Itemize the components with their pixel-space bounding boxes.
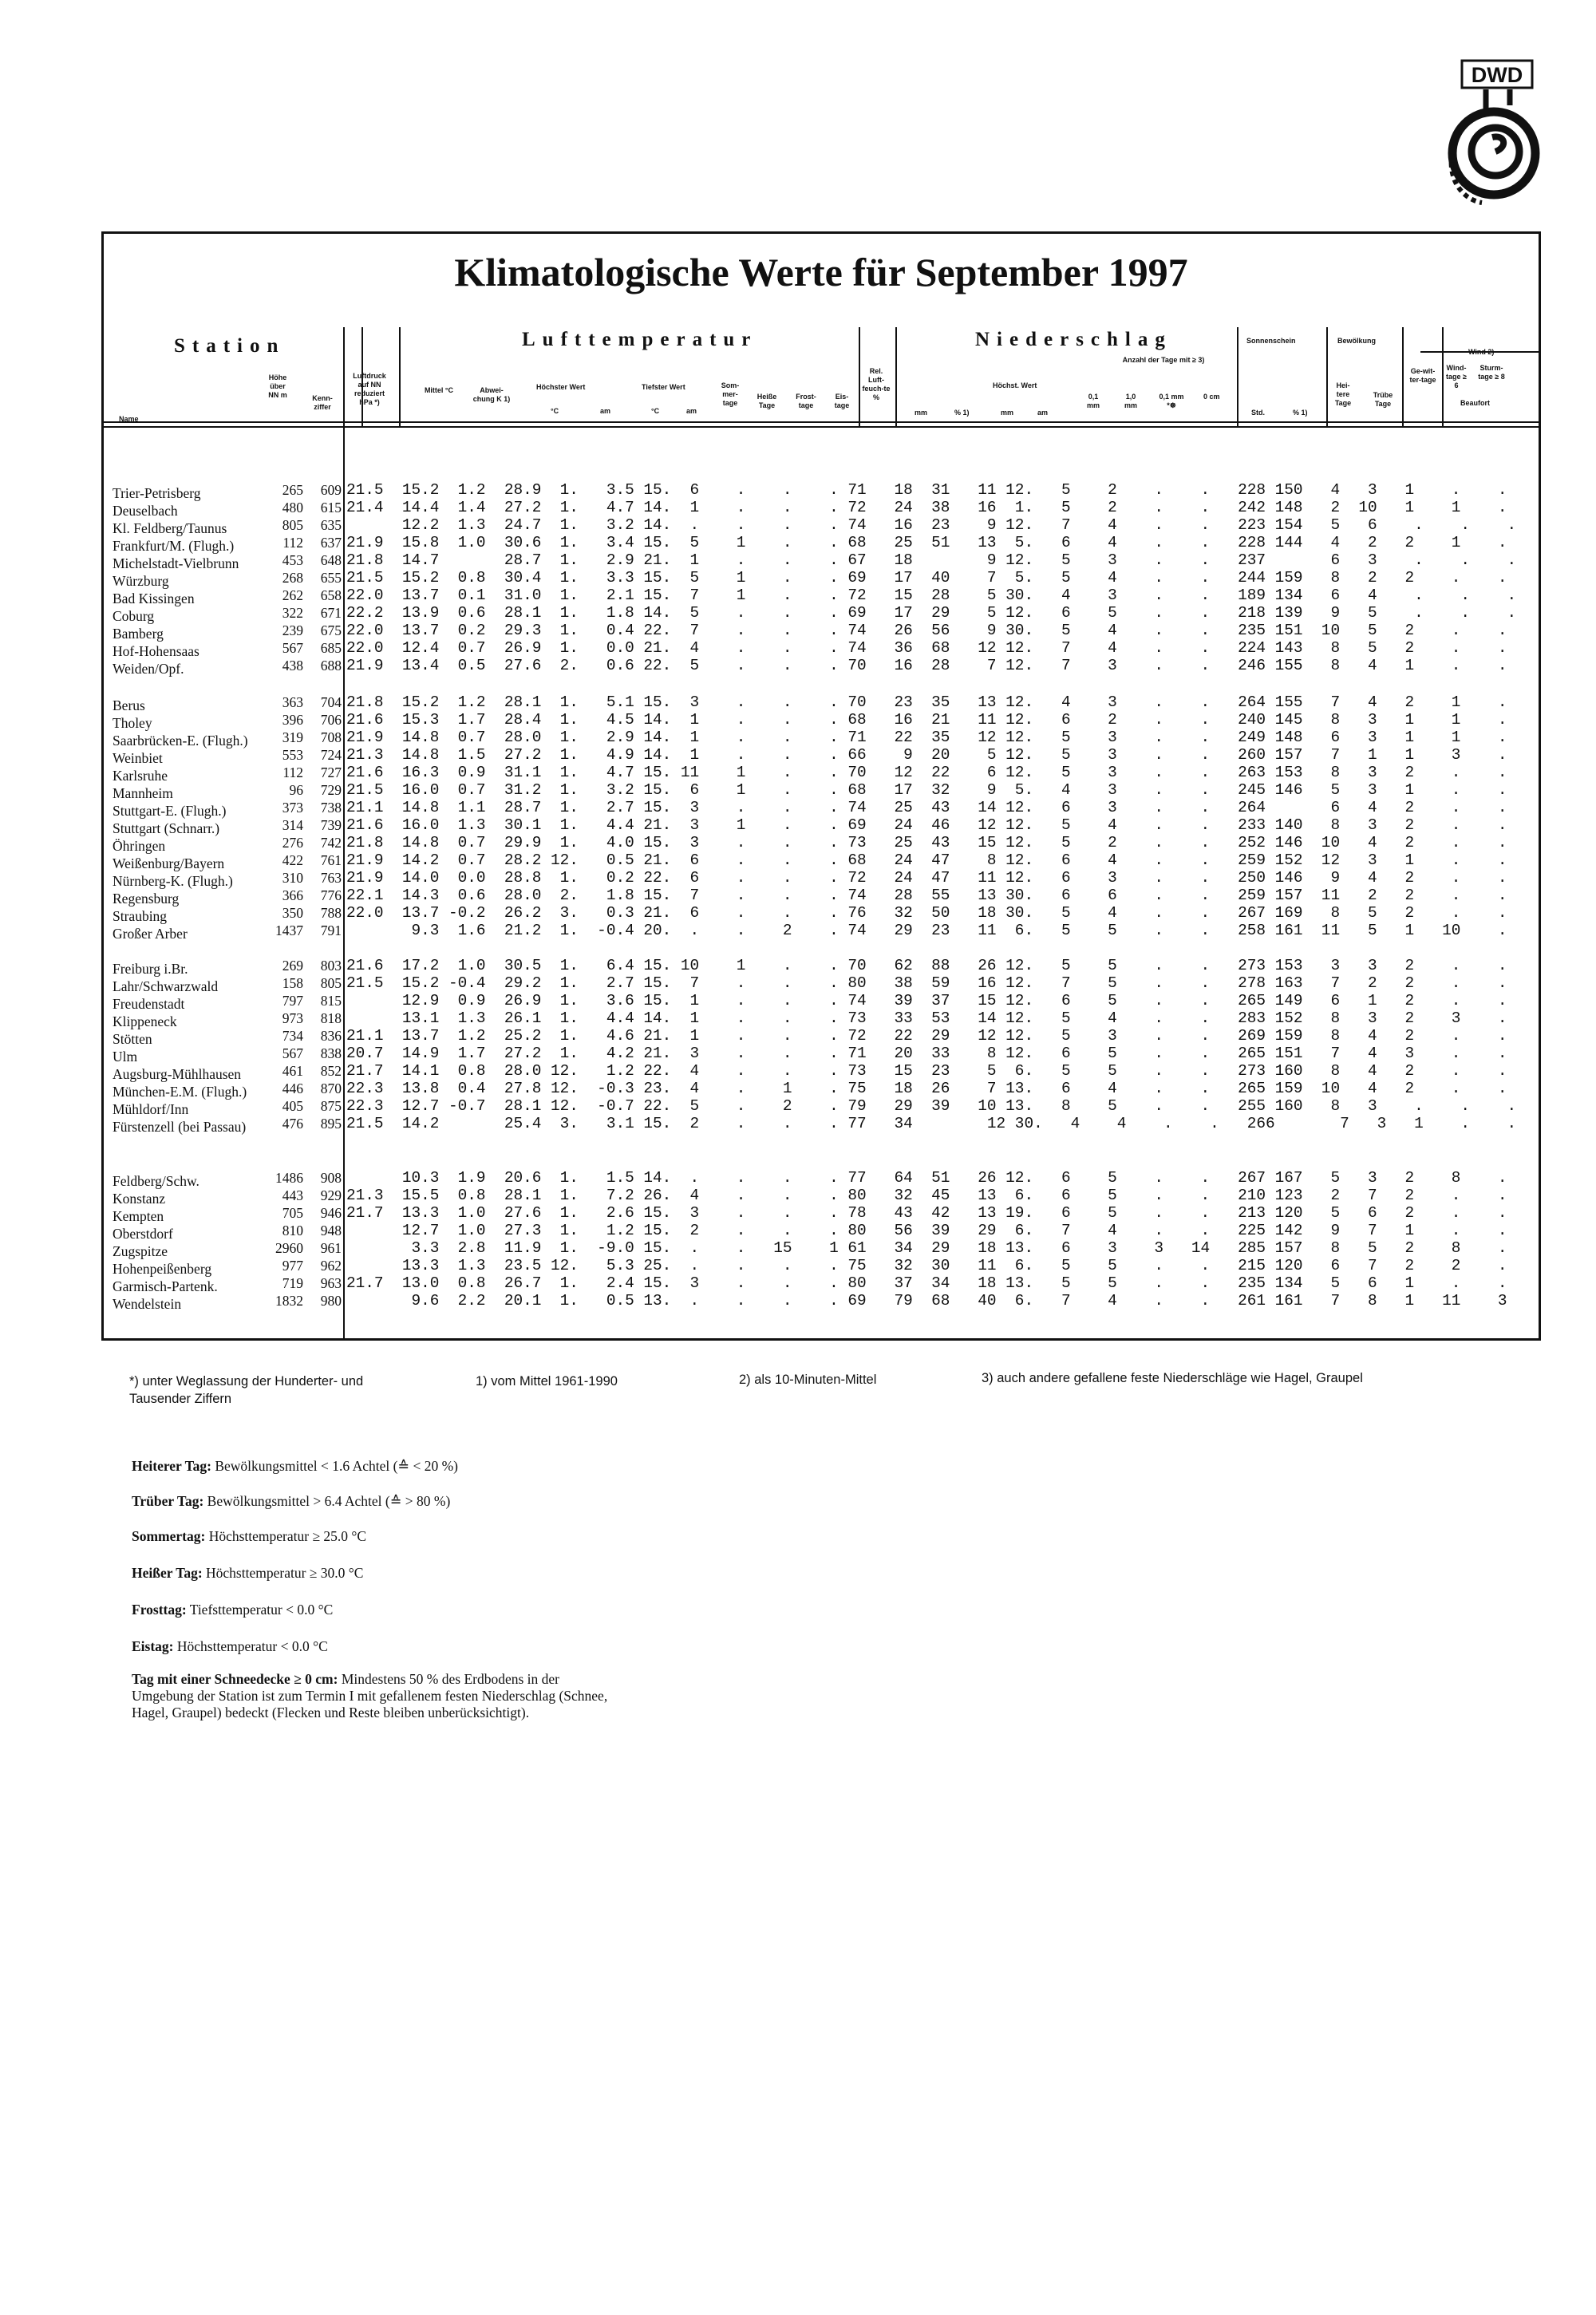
- page-title: Klimatologische Werte für September 1997: [454, 250, 1188, 294]
- station-werte: 13.1 1.3 26.1 1. 4.4 14. 1 . . . 73 33 53 14 12. 5 4 . . 283 152 8 3 2 3 .: [346, 1009, 1507, 1027]
- station-name: Bad Kissingen: [113, 591, 195, 606]
- header-hoechst-wert: Höchst. Wert: [993, 381, 1037, 389]
- station-werte: 21.6 17.2 1.0 30.5 1. 6.4 15. 10 1 . . 70 62 88 26 12. 5 5 . . 273 153 3 3 2 . .: [346, 957, 1507, 974]
- definition-frosttag: Frosttag: Tiefsttemperatur < 0.0 °C: [132, 1602, 334, 1618]
- station-name: Hof-Hohensaas: [113, 643, 200, 659]
- station-kennziffer: 852: [320, 1063, 342, 1079]
- station-hoehe: 734: [282, 1028, 303, 1044]
- separator-temp: [399, 327, 401, 427]
- station-kennziffer: 685: [320, 640, 342, 656]
- station-werte: 21.4 14.4 1.4 27.2 1. 4.7 14. 1 . . . 72 24 38 16 1. 5 2 . . 242 148 2 10 1 1 .: [346, 499, 1507, 516]
- header-schneedecke: 0 cm: [1203, 393, 1220, 401]
- header-hoechster-am: am: [600, 407, 611, 415]
- station-name: Straubing: [113, 908, 168, 924]
- station-kennziffer: 615: [320, 500, 342, 516]
- header-heisse-tage: Heiße Tage: [757, 393, 777, 409]
- station-name: Feldberg/Schw.: [113, 1173, 200, 1189]
- station-hoehe: 322: [282, 605, 303, 621]
- group-sonnenschein: Sonnenschein: [1246, 337, 1296, 345]
- header-sturmtage: Sturm-tage ≥ 8: [1478, 364, 1505, 381]
- station-werte: 21.9 14.2 0.7 28.2 12. 0.5 21. 6 . . . 68 24 47 8 12. 6 4 . . 259 152 12 3 1 . .: [346, 851, 1507, 869]
- station-name: Saarbrücken-E. (Flugh.): [113, 733, 248, 749]
- header-bottom-rule: [103, 421, 1539, 423]
- station-kennziffer: 729: [320, 782, 342, 798]
- station-name: Frankfurt/M. (Flugh.): [113, 538, 235, 554]
- station-kennziffer: 763: [320, 870, 342, 886]
- station-name: Öhringen: [113, 838, 166, 854]
- station-hoehe: 112: [282, 535, 303, 551]
- station-name: Stötten: [113, 1031, 152, 1047]
- header-beaufort: Beaufort: [1460, 399, 1491, 407]
- station-werte: 21.8 14.7 28.7 1. 2.9 21. 1 . . . 67 18 9 12. 5 3 . . 237 6 3 . . .: [346, 551, 1517, 569]
- station-werte: 20.7 14.9 1.7 27.2 1. 4.2 21. 3 . . . 71 20 33 8 12. 6 5 . . 265 151 7 4 3 . .: [346, 1045, 1507, 1062]
- station-werte: 9.6 2.2 20.1 1. 0.5 13. . . . . 69 79 68 40 6. 7 4 . . 261 161 7 8 1 11 3: [346, 1292, 1507, 1310]
- station-werte: 21.5 15.2 -0.4 29.2 1. 2.7 15. 7 . . . 80 38 59 16 12. 7 5 . . 278 163 7 2 2 . .: [346, 974, 1507, 992]
- station-name: Oberstdorf: [113, 1226, 173, 1242]
- station-werte: 21.8 15.2 1.2 28.1 1. 5.1 15. 3 . . . 70 23 35 13 12. 4 3 . . 264 155 7 4 2 1 .: [346, 693, 1507, 711]
- station-werte: 12.9 0.9 26.9 1. 3.6 15. 1 . . . 74 39 37 15 12. 6 5 . . 265 149 6 1 2 . .: [346, 992, 1507, 1009]
- station-name: Mühldorf/Inn: [113, 1101, 189, 1117]
- station-kennziffer: 791: [320, 922, 342, 938]
- definition-eistag: Eistag: Höchsttemperatur < 0.0 °C: [132, 1638, 328, 1654]
- station-werte: 21.9 14.0 0.0 28.8 1. 0.2 22. 6 . . . 72 24 47 11 12. 6 3 . . 250 146 9 4 2 . .: [346, 869, 1507, 887]
- station-name: Nürnberg-K. (Flugh.): [113, 873, 233, 889]
- station-name: Deuselbach: [113, 503, 178, 519]
- definition-schneedecke: Tag mit einer Schneedecke ≥ 0 cm: Mindestens 50 % des Erdbodens in der Umgebung der Station ist zum Termin I mit gefallenem festen Niederschlag (Schnee, Hagel, Graupel) bedeckt (Flecken und Reste bleiben unberücksichtigt).: [132, 1671, 608, 1720]
- station-hoehe: 797: [282, 993, 303, 1009]
- header-mittel: Mittel °C: [424, 386, 454, 394]
- station-werte: 22.0 13.7 0.1 31.0 1. 2.1 15. 7 1 . . 72 15 28 5 30. 4 3 . . 189 134 6 4 . . .: [346, 587, 1517, 604]
- station-name: Lahr/Schwarzwald: [113, 978, 219, 994]
- station-hoehe: 269: [282, 958, 303, 974]
- station-kennziffer: 727: [320, 764, 342, 780]
- header-sommertage: Som-mer-tage: [721, 381, 740, 407]
- separator-gewitter: [1402, 327, 1404, 427]
- station-name: Würzburg: [113, 573, 169, 589]
- station-werte: 21.7 13.3 1.0 27.6 1. 2.6 15. 3 . . . 78 43 42 13 19. 6 5 . . 213 120 5 6 2 . .: [346, 1204, 1507, 1222]
- station-hoehe: 453: [282, 552, 303, 568]
- station-hoehe: 96: [289, 782, 303, 798]
- definition-sommertag: Sommertag: Höchsttemperatur ≥ 25.0 °C: [132, 1528, 367, 1544]
- station-hoehe: 112: [282, 764, 303, 780]
- station-name: Coburg: [113, 608, 155, 624]
- station-werte: 22.3 13.8 0.4 27.8 12. -0.3 23. 4 . 1 . 75 18 26 7 13. 6 4 . . 265 159 10 4 2 . .: [346, 1080, 1507, 1097]
- station-name: Weißenburg/Bayern: [113, 855, 225, 871]
- station-kennziffer: 803: [320, 958, 342, 974]
- station-hoehe: 705: [282, 1205, 303, 1221]
- station-werte: 22.0 12.4 0.7 26.9 1. 0.0 21. 4 . . . 74 36 68 12 12. 7 4 . . 224 143 8 5 2 . .: [346, 639, 1507, 657]
- footnote-mittel: 1) vom Mittel 1961-1990: [476, 1374, 618, 1389]
- definition-trueber-tag: Trüber Tag: Bewölkungsmittel > 6.4 Achtel (≙ > 80 %): [132, 1493, 451, 1509]
- header-heitere-tage: Hei-tere Tage: [1334, 381, 1352, 407]
- station-name: Freudenstadt: [113, 996, 185, 1012]
- separator-sonne: [1237, 327, 1238, 427]
- station-hoehe: 158: [282, 975, 303, 991]
- station-kennziffer: 895: [320, 1116, 342, 1132]
- header-prozent: % 1): [954, 409, 970, 417]
- station-hoehe: 422: [282, 852, 303, 868]
- header-mm: mm: [915, 409, 928, 417]
- station-kennziffer: 609: [320, 482, 342, 498]
- header-truebe-tage: Trübe Tage: [1373, 391, 1393, 408]
- station-kennziffer: 648: [320, 552, 342, 568]
- station-kennziffer: 655: [320, 570, 342, 586]
- station-kennziffer: 706: [320, 712, 342, 728]
- station-name: Freiburg i.Br.: [113, 961, 188, 977]
- station-hoehe: 1437: [275, 922, 303, 938]
- header-kennziffer: Kenn-ziffer: [312, 394, 333, 411]
- station-name: Michelstadt-Vielbrunn: [113, 555, 239, 571]
- station-werte: 22.1 14.3 0.6 28.0 2. 1.8 15. 7 . . . 74 28 55 13 30. 6 6 . . 259 157 11 2 2 . .: [346, 887, 1507, 904]
- station-hoehe: 446: [282, 1080, 303, 1096]
- station-kennziffer: 635: [320, 517, 342, 533]
- station-kennziffer: 870: [320, 1080, 342, 1096]
- station-hoehe: 373: [282, 800, 303, 816]
- station-name: Klippeneck: [113, 1013, 177, 1029]
- station-name: Mannheim: [113, 785, 173, 801]
- station-hoehe: 396: [282, 712, 303, 728]
- header-anzahl-tage: Anzahl der Tage mit ≥ 3): [1122, 356, 1205, 364]
- station-hoehe: 476: [282, 1116, 303, 1132]
- header-hoechst-am: am: [1037, 409, 1049, 417]
- station-name: Regensburg: [113, 891, 180, 907]
- station-kennziffer: 637: [320, 535, 342, 551]
- header-gewittertage: Ge-wit-ter-tage: [1409, 367, 1436, 384]
- station-hoehe: 265: [282, 482, 303, 498]
- station-werte: 21.5 15.2 0.8 30.4 1. 3.3 15. 5 1 . . 69 17 40 7 5. 5 4 . . 244 159 8 2 2 . .: [346, 569, 1507, 587]
- station-werte: 21.3 15.5 0.8 28.1 1. 7.2 26. 4 . . . 80 32 45 13 6. 6 5 . . 210 123 2 7 2 . .: [346, 1187, 1507, 1204]
- station-kennziffer: 948: [320, 1223, 342, 1238]
- header-eistage: Eis-tage: [834, 393, 850, 409]
- station-kennziffer: 671: [320, 605, 342, 621]
- station-hoehe: 366: [282, 887, 303, 903]
- station-hoehe: 810: [282, 1223, 303, 1238]
- station-werte: 21.9 13.4 0.5 27.6 2. 0.6 22. 5 . . . 70 16 28 7 12. 7 3 . . 246 155 8 4 1 . .: [346, 657, 1507, 674]
- station-kennziffer: 818: [320, 1010, 342, 1026]
- header-luftdruck: Luftdruck auf NN reduziert hPa *): [353, 372, 386, 406]
- station-kennziffer: 908: [320, 1170, 342, 1186]
- station-hoehe: 314: [282, 817, 303, 833]
- station-hoehe: 805: [282, 517, 303, 533]
- station-kennziffer: 708: [320, 729, 342, 745]
- station-hoehe: 239: [282, 622, 303, 638]
- header-tiefster-c: °C: [651, 407, 660, 415]
- station-hoehe: 480: [282, 500, 303, 516]
- station-hoehe: 438: [282, 658, 303, 674]
- station-hoehe: 461: [282, 1063, 303, 1079]
- station-kennziffer: 836: [320, 1028, 342, 1044]
- station-hoehe: 363: [282, 694, 303, 710]
- station-hoehe: 567: [282, 640, 303, 656]
- station-hoehe: 310: [282, 870, 303, 886]
- station-name: Ulm: [113, 1049, 138, 1065]
- header-hoechst-mm: mm: [1001, 409, 1014, 417]
- station-werte: 21.6 16.0 1.3 30.1 1. 4.4 21. 3 1 . . 69 24 46 12 12. 5 4 . . 233 140 8 3 2 . .: [346, 816, 1507, 834]
- station-kennziffer: 961: [320, 1240, 342, 1256]
- station-werte: 12.2 1.3 24.7 1. 3.2 14. . . . . 74 16 23 9 12. 7 4 . . 223 154 5 6 . . .: [346, 516, 1517, 534]
- station-werte: 21.7 13.0 0.8 26.7 1. 2.4 15. 3 . . . 80 37 34 18 13. 5 5 . . 235 134 5 6 1 . .: [346, 1274, 1507, 1292]
- station-werte: 21.9 15.8 1.0 30.6 1. 3.4 15. 5 1 . . 68 25 51 13 5. 6 4 . . 228 144 4 2 2 1 .: [346, 534, 1507, 551]
- station-werte: 21.5 16.0 0.7 31.2 1. 3.2 15. 6 1 . . 68 17 32 9 5. 4 3 . . 245 146 5 3 1 . .: [346, 781, 1507, 799]
- station-hoehe: 268: [282, 570, 303, 586]
- header-hoehe: Höhe über NN m: [268, 373, 287, 399]
- definition-heiterer-tag: Heiterer Tag: Bewölkungsmittel < 1.6 Achtel (≙ < 20 %): [132, 1458, 458, 1474]
- station-name: Fürstenzell (bei Passau): [113, 1119, 247, 1135]
- station-werte: 22.0 13.7 -0.2 26.2 3. 0.3 21. 6 . . . 76 32 50 18 30. 5 4 . . 267 169 8 5 2 . .: [346, 904, 1507, 922]
- station-kennziffer: 980: [320, 1293, 342, 1309]
- station-hoehe: 443: [282, 1187, 303, 1203]
- station-kennziffer: 724: [320, 747, 342, 763]
- station-kennziffer: 788: [320, 905, 342, 921]
- station-hoehe: 973: [282, 1010, 303, 1026]
- station-kennziffer: 658: [320, 587, 342, 603]
- station-werte: 12.7 1.0 27.3 1. 1.2 15. 2 . . . 80 56 39 29 6. 7 4 . . 225 142 9 7 1 . .: [346, 1222, 1507, 1239]
- station-werte: 21.5 15.2 1.2 28.9 1. 3.5 15. 6 . . . 71 18 31 11 12. 5 2 . . 228 150 4 3 1 . .: [346, 481, 1507, 499]
- station-werte: 9.3 1.6 21.2 1. -0.4 20. . . 2 . 74 29 23 11 6. 5 5 . . 258 161 11 5 1 10 .: [346, 922, 1507, 939]
- separator-wind: [1442, 327, 1444, 427]
- station-werte: 21.6 15.3 1.7 28.4 1. 4.5 14. 1 . . . 68 16 21 11 12. 6 2 . . 240 145 8 3 1 1 .: [346, 711, 1507, 729]
- station-hoehe: 1832: [275, 1293, 303, 1309]
- footnote-10-minuten: 2) als 10-Minuten-Mittel: [739, 1373, 877, 1387]
- station-werte: 21.7 14.1 0.8 28.0 12. 1.2 22. 4 . . . 73 15 23 5 6. 5 5 . . 273 160 8 4 2 . .: [346, 1062, 1507, 1080]
- separator-niederschlag: [895, 327, 897, 427]
- station-name: Großer Arber: [113, 926, 188, 942]
- station-hoehe: 2960: [275, 1240, 303, 1256]
- station-name: Wendelstein: [113, 1296, 182, 1312]
- group-bewoelkung: Bewölkung: [1337, 337, 1377, 345]
- station-name: Stuttgart-E. (Flugh.): [113, 803, 227, 819]
- station-name: Hohenpeißenberg: [113, 1261, 212, 1277]
- station-kennziffer: 761: [320, 852, 342, 868]
- station-kennziffer: 875: [320, 1098, 342, 1114]
- station-name: Karlsruhe: [113, 768, 168, 784]
- station-hoehe: 719: [282, 1275, 303, 1291]
- station-werte: 21.6 16.3 0.9 31.1 1. 4.7 15. 11 1 . . 70 12 22 6 12. 5 3 . . 263 153 8 3 2 . .: [346, 764, 1507, 781]
- footnote-hunderter: *) unter Weglassung der Hunderter- und Tausender Ziffern: [129, 1374, 364, 1406]
- station-name: Weinbiet: [113, 750, 163, 766]
- definition-heisser-tag: Heißer Tag: Höchsttemperatur ≥ 30.0 °C: [132, 1565, 364, 1581]
- station-name: Weiden/Opf.: [113, 661, 184, 677]
- separator-bewoelkung: [1326, 327, 1328, 427]
- station-hoehe: 977: [282, 1258, 303, 1274]
- group-station: Station: [174, 335, 286, 357]
- group-lufttemperatur: Lufttemperatur: [522, 329, 758, 350]
- separator-station: [343, 327, 345, 1339]
- station-name: Kempten: [113, 1208, 164, 1224]
- header-n01: 0,1 mm: [1086, 393, 1100, 409]
- header-tiefster-am: am: [686, 407, 697, 415]
- station-kennziffer: 838: [320, 1045, 342, 1061]
- header-windtage: Wind-tage ≥ 6: [1446, 364, 1467, 389]
- dwd-logo: [1406, 57, 1546, 209]
- station-werte: 21.9 14.8 0.7 28.0 1. 2.9 14. 1 . . . 71 22 35 12 12. 5 3 . . 249 148 6 3 1 1 .: [346, 729, 1507, 746]
- station-kennziffer: 929: [320, 1187, 342, 1203]
- header-sonne-std: Std.: [1251, 409, 1265, 417]
- header-bottom-rule-2: [103, 426, 1539, 428]
- station-kennziffer: 675: [320, 622, 342, 638]
- station-name: Augsburg-Mühlhausen: [113, 1066, 242, 1082]
- station-name: Berus: [113, 697, 145, 713]
- station-werte: 22.3 12.7 -0.7 28.1 12. -0.7 22. 5 . 2 . 79 29 39 10 13. 8 5 . . 255 160 8 3 . . .: [346, 1097, 1517, 1115]
- footnote-feste-niederschlaege: 3) auch andere gefallene feste Niederschläge wie Hagel, Graupel: [982, 1371, 1363, 1385]
- station-werte: 21.8 14.8 0.7 29.9 1. 4.0 15. 3 . . . 73 25 43 15 12. 5 2 . . 252 146 10 4 2 . .: [346, 834, 1507, 851]
- header-frosttage: Frost-tage: [796, 393, 816, 409]
- station-werte: 21.1 13.7 1.2 25.2 1. 4.6 21. 1 . . . 72 22 29 12 12. 5 3 . . 269 159 8 4 2 . .: [346, 1027, 1507, 1045]
- station-kennziffer: 963: [320, 1275, 342, 1291]
- station-hoehe: 319: [282, 729, 303, 745]
- station-name: München-E.M. (Flugh.): [113, 1084, 247, 1100]
- station-hoehe: 262: [282, 587, 303, 603]
- station-name: Konstanz: [113, 1191, 166, 1207]
- station-werte: 21.3 14.8 1.5 27.2 1. 4.9 14. 1 . . . 66 9 20 5 12. 5 3 . . 260 157 7 1 1 3 .: [346, 746, 1507, 764]
- separator-feuchte: [859, 327, 860, 427]
- station-name: Zugspitze: [113, 1243, 168, 1259]
- station-hoehe: 350: [282, 905, 303, 921]
- station-name: Garmisch-Partenk.: [113, 1278, 218, 1294]
- station-name: Trier-Petrisberg: [113, 485, 201, 501]
- header-n10: 1,0 mm: [1124, 393, 1137, 409]
- station-kennziffer: 688: [320, 658, 342, 674]
- station-werte: 21.1 14.8 1.1 28.7 1. 2.7 15. 3 . . . 74 25 43 14 12. 6 3 . . 264 6 4 2 . .: [346, 799, 1507, 816]
- group-niederschlag: Niederschlag: [975, 329, 1172, 350]
- header-sonne-prozent: % 1): [1293, 409, 1308, 417]
- station-kennziffer: 946: [320, 1205, 342, 1221]
- dwd-logo-text: DWD: [1471, 63, 1523, 87]
- header-rel-feuchte: Rel. Luft-feuch-te %: [862, 367, 891, 401]
- group-wind: Wind 2): [1468, 348, 1495, 356]
- station-kennziffer: 704: [320, 694, 342, 710]
- header-abweichung: Abwei-chung K 1): [472, 386, 511, 403]
- station-werte: 13.3 1.3 23.5 12. 5.3 25. . . . . 75 32 30 11 6. 5 5 . . 215 120 6 7 2 2 .: [346, 1257, 1507, 1274]
- station-kennziffer: 815: [320, 993, 342, 1009]
- station-werte: 22.0 13.7 0.2 29.3 1. 0.4 22. 7 . . . 74 26 56 9 30. 5 4 . . 235 151 10 5 2 . .: [346, 622, 1507, 639]
- station-kennziffer: 962: [320, 1258, 342, 1274]
- station-hoehe: 1486: [275, 1170, 303, 1186]
- station-kennziffer: 742: [320, 835, 342, 851]
- station-hoehe: 276: [282, 835, 303, 851]
- station-name: Kl. Feldberg/Taunus: [113, 520, 227, 536]
- header-name: Name: [119, 415, 139, 423]
- station-kennziffer: 776: [320, 887, 342, 903]
- station-name: Tholey: [113, 715, 152, 731]
- station-kennziffer: 805: [320, 975, 342, 991]
- station-werte: 3.3 2.8 11.9 1. -9.0 15. . . 15 1 61 34 29 18 13. 6 3 3 14 285 157 8 5 2 8 .: [346, 1239, 1507, 1257]
- station-name: Stuttgart (Schnarr.): [113, 820, 220, 836]
- header-tiefster-wert: Tiefster Wert: [642, 383, 685, 391]
- station-werte: 10.3 1.9 20.6 1. 1.5 14. . . . . 77 64 51 26 12. 6 5 . . 267 167 5 3 2 8 .: [346, 1169, 1507, 1187]
- header-hoechster-wert: Höchster Wert: [536, 383, 586, 391]
- header-hoechster-c: °C: [551, 407, 559, 415]
- station-hoehe: 553: [282, 747, 303, 763]
- station-hoehe: 405: [282, 1098, 303, 1114]
- station-werte: 22.2 13.9 0.6 28.1 1. 1.8 14. 5 . . . 69 17 29 5 12. 6 5 . . 218 139 9 5 . . .: [346, 604, 1517, 622]
- station-kennziffer: 739: [320, 817, 342, 833]
- station-kennziffer: 738: [320, 800, 342, 816]
- station-name: Bamberg: [113, 626, 164, 642]
- station-hoehe: 567: [282, 1045, 303, 1061]
- station-werte: 21.5 14.2 25.4 3. 3.1 15. 2 . . . 77 34 12 30. 4 4 . . 266 7 3 1 . .: [346, 1115, 1517, 1132]
- header-n01-fest: 0,1 mm *☸: [1159, 393, 1184, 409]
